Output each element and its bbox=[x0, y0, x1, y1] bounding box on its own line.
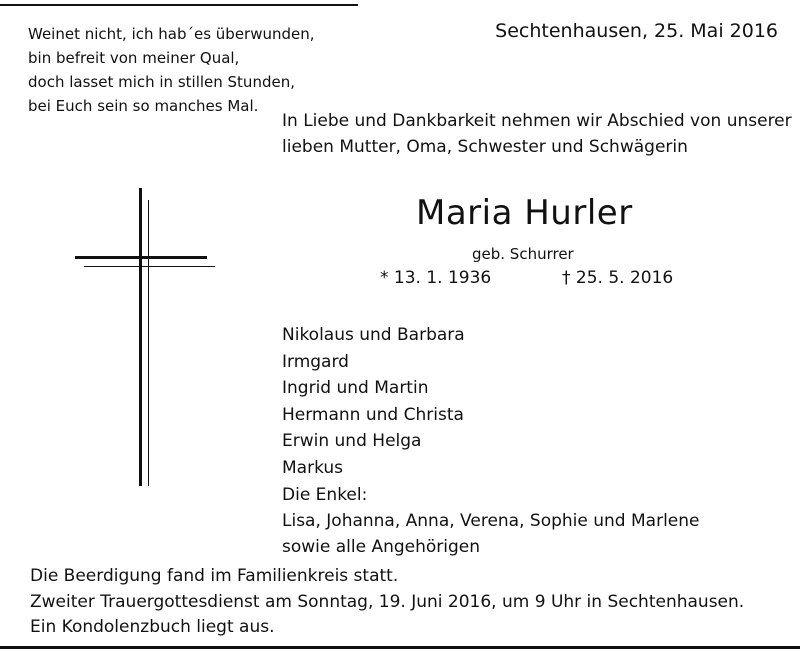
grandchildren-block bbox=[282, 482, 699, 560]
funeral-notice bbox=[30, 564, 744, 641]
cross-horizontal-bar bbox=[75, 256, 207, 259]
intro-line: In Liebe und Dankbarkeit nehmen wir Abschied von unserer bbox=[282, 111, 792, 131]
death-date: † 25. 5. 2016 bbox=[562, 268, 674, 288]
cross-icon bbox=[70, 188, 220, 488]
poem-line: doch lasset mich in stillen Stunden, bbox=[28, 73, 295, 91]
cross-vertical-shadow bbox=[148, 200, 149, 486]
poem-verse bbox=[28, 22, 315, 118]
cross-vertical-bar bbox=[139, 188, 142, 486]
deceased-name: Maria Hurler bbox=[416, 193, 633, 233]
poem-line: bin befreit von meiner Qual, bbox=[28, 49, 240, 67]
cross-horizontal-shadow bbox=[84, 266, 215, 267]
family-list bbox=[282, 322, 465, 481]
farewell-intro bbox=[282, 108, 792, 160]
intro-line: lieben Mutter, Oma, Schwester und Schwägerin bbox=[282, 137, 688, 157]
family-member: Markus bbox=[282, 457, 344, 478]
poem-line: Weinet nicht, ich hab´es überwunden, bbox=[28, 25, 315, 43]
notice-line: Die Beerdigung fand im Familienkreis statt. bbox=[30, 566, 399, 586]
relatives-line: sowie alle Angehörigen bbox=[282, 537, 481, 557]
family-member: Ingrid und Martin bbox=[282, 378, 429, 398]
maiden-name: geb. Schurrer bbox=[472, 245, 574, 263]
notice-line: Ein Kondolenzbuch liegt aus. bbox=[30, 617, 275, 637]
family-member: Hermann und Christa bbox=[282, 404, 464, 425]
poem-line: bei Euch sein so manches Mal. bbox=[28, 97, 259, 115]
grandchildren-heading: Die Enkel: bbox=[282, 485, 368, 505]
grandchildren-names: Lisa, Johanna, Anna, Verena, Sophie und Marlene bbox=[282, 511, 700, 531]
family-member: Erwin und Helga bbox=[282, 431, 422, 451]
family-member: Irmgard bbox=[282, 351, 349, 372]
notice-line: Zweiter Trauergottesdienst am Sonntag, 19. Juni 2016, um 9 Uhr in Sechtenhausen. bbox=[30, 591, 745, 612]
top-border-line bbox=[0, 4, 358, 6]
bottom-border-line bbox=[0, 646, 800, 649]
place-and-date: Sechtenhausen, 25. Mai 2016 bbox=[495, 20, 778, 42]
family-member: Nikolaus und Barbara bbox=[282, 325, 465, 345]
birth-date: * 13. 1. 1936 bbox=[380, 268, 492, 288]
